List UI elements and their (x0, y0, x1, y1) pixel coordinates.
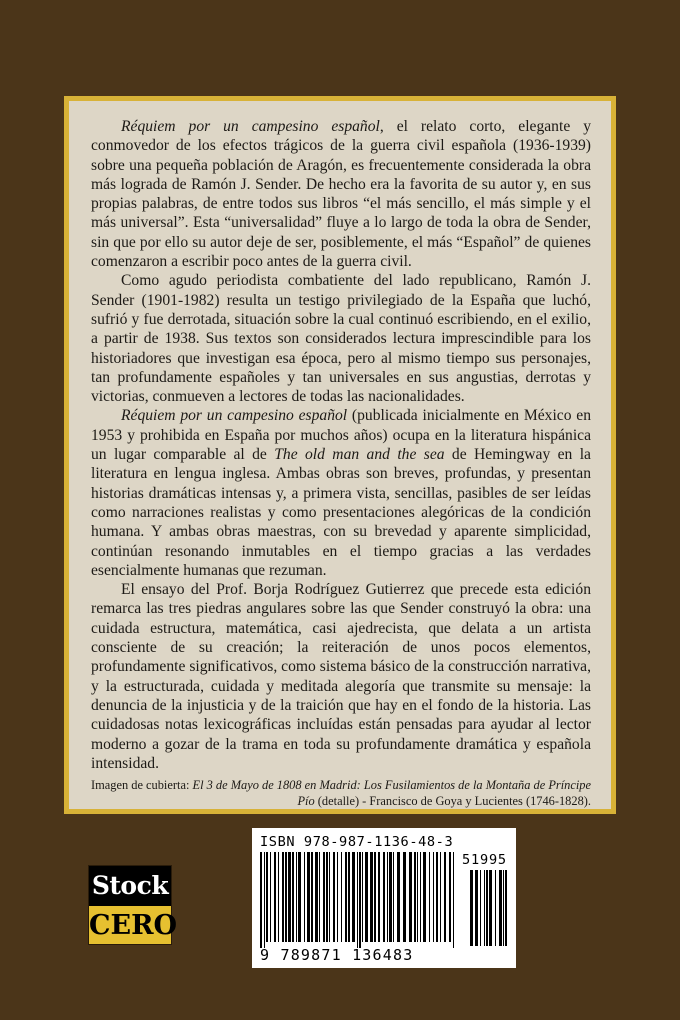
blurb-frame (64, 96, 616, 814)
barcode-bar (319, 852, 320, 942)
barcode-bar (260, 852, 262, 948)
barcode-bar (326, 852, 328, 942)
blurb-paragraph-4: El ensayo del Prof. Borja Rodríguez Gutierrez que precede esta edición remarca las tres piedras angulares sobre las que Sender construyó la obra: una cuidada estructura, matemática, casi ajedrecista, que delata a un artista consciente de su creación; la reiteración de unos pocos elementos, profundamente significativos, como sistema básico de la construcción narrativa, y la estructurada, cuidada y meditada alegoría que transmite su mensaje: la denuncia de la injusticia y de la traición que hay en el fondo de la historia. Las cuidadosas notas lexicográficas incluídas están pensadas para ayudar al lector moderno a gozar de la trama en toda su profundamente dramática y española intensidad. (91, 581, 591, 772)
barcode-bar (264, 852, 265, 948)
barcode-bar (296, 852, 297, 942)
barcode-bar (453, 852, 454, 948)
barcode-bar (333, 852, 335, 942)
barcode-bar (359, 852, 361, 948)
barcode-bar (348, 852, 350, 942)
barcode-bar (311, 852, 313, 942)
addon-bars (470, 870, 512, 960)
hemingway-title: The old man and the sea (274, 446, 445, 464)
barcode-bar (383, 852, 385, 942)
barcode-bar (505, 870, 507, 946)
barcode-bar (409, 852, 412, 942)
barcode-bar (444, 852, 446, 942)
barcode-bar (486, 870, 488, 946)
stockcero-logo (88, 865, 178, 945)
barcode-bar (270, 852, 271, 942)
logo-word-stock: Stock (89, 866, 171, 906)
barcode-bar (288, 852, 291, 942)
barcode-bar (420, 852, 421, 942)
barcode-bar (470, 870, 473, 946)
barcode-bar (429, 852, 430, 942)
barcode-bar (298, 852, 301, 942)
barcode-bar (417, 852, 418, 942)
logo-word-cero: CERO (89, 910, 178, 941)
barcode-bar (503, 870, 504, 946)
barcode-bar (341, 852, 342, 942)
barcode-bar (433, 852, 434, 942)
book-title: Réquiem por un campesino español (121, 118, 380, 135)
barcode-bar (285, 852, 287, 942)
barcode-bar (374, 852, 376, 942)
blurb-paragraph-3: Réquiem por un campesino español (publicada inicialmente en México en 1953 y prohibida en España por muchos años) ocupa en la literatura hispánica un lugar comparable al de The old man and the sea de Hemingway en la literatura en lengua inglesa. Ambas obras son breves, profundas, y presentan historias dramáticas intensas y, a primera vista, sencillas, pasibles de ser leídas como narraciones realistas y como presentaciones alegóricas de la condición humana. Y ambas obras maestras, con su brevedad y aparente simplicidad, continúan resonando inmutables en el tiempo gracias a las verdades esencialmente humanas que rezuman. (91, 407, 591, 579)
barcode-bar (370, 852, 373, 942)
barcode-bar (403, 852, 406, 942)
barcode-bar (315, 852, 318, 942)
barcode-bar (378, 852, 380, 942)
barcode-bar (423, 852, 426, 942)
barcode-bar (393, 852, 394, 942)
barcode-bar (365, 852, 368, 942)
price-addon-digits: 51995 (462, 852, 507, 868)
barcode-bar (357, 852, 358, 948)
barcode-bar (449, 852, 451, 942)
barcode-bar (475, 870, 478, 946)
barcode-bar (323, 852, 325, 942)
barcode-bar (440, 852, 441, 942)
blurb-paragraph-1: Réquiem por un campesino español, el relato corto, elegante y conmovedor de los efectos trágicos de la guerra civil española (1936-1939) sobre una pequeña población de Aragón, es frecuentemente considerada la obra más lograda de Ramón J. Sender. De hecho era la favorita de su autor y, en sus propias palabras, de entre todos sus libros “el más sencillo, el más simple y el más universal”. Esta “universalidad” fluye a lo largo de toda la obra de Sender, sin que por ello su autor deje de ser, posiblemente, el más “Español” de quienes comenzaron a escribir poco antes de la guerra civil. (91, 118, 591, 271)
barcode-bar (387, 852, 388, 942)
barcode-bar (484, 870, 485, 946)
barcode-bar (436, 852, 438, 942)
barcode-bar (389, 852, 392, 942)
barcode-bar (352, 852, 355, 942)
isbn-label: ISBN 978-987-1136-48-3 (260, 834, 454, 850)
barcode-bar (307, 852, 310, 942)
barcode-bar (362, 852, 363, 942)
barcode-bar (274, 852, 276, 942)
cover-image-caption: Imagen de cubierta: El 3 de Mayo de 1808 en Madrid: Los Fusilamientos de la Montaña de Príncipe Pío (detalle) - Francisco de Goya y Lucientes (1746-1828). (91, 778, 592, 809)
barcode-bar (489, 870, 492, 946)
ean13-bars (260, 852, 456, 948)
barcode-bar (397, 852, 400, 942)
barcode-bar (292, 852, 294, 942)
blurb-paragraph-2: Como agudo periodista combatiente del lado republicano, Ramón J. Sender (1901-1982) resulta un testigo privilegiado de la España que luchó, sufrió y fue derrotada, situación sobre la cual continuó escribiendo, en el exilio, a partir de 1938. Sus textos son considerados lectura imprescindible para los historiadores que investigan esa época, pero al mismo tiempo sus personajes, tan profundamente españoles y tan universales en sus angustias, derrotas y victorias, conmueven a lectores de todas las nacionalidades. (91, 272, 591, 406)
barcode-bar (495, 870, 496, 946)
barcode-bar (480, 870, 481, 946)
barcode-bar (329, 852, 330, 942)
book-title: Réquiem por un campesino español (121, 407, 348, 425)
barcode-bar (304, 852, 305, 942)
barcode-bar (414, 852, 416, 942)
barcode-bar (278, 852, 279, 942)
barcode-bar (499, 870, 502, 946)
barcode-bar (266, 852, 268, 942)
ean-digits: 9 789871 136483 (260, 946, 414, 964)
barcode-bar (337, 852, 338, 942)
barcode-bar (345, 852, 347, 942)
blurb-panel (69, 101, 611, 809)
isbn-barcode (252, 828, 516, 968)
barcode-bar (282, 852, 284, 942)
